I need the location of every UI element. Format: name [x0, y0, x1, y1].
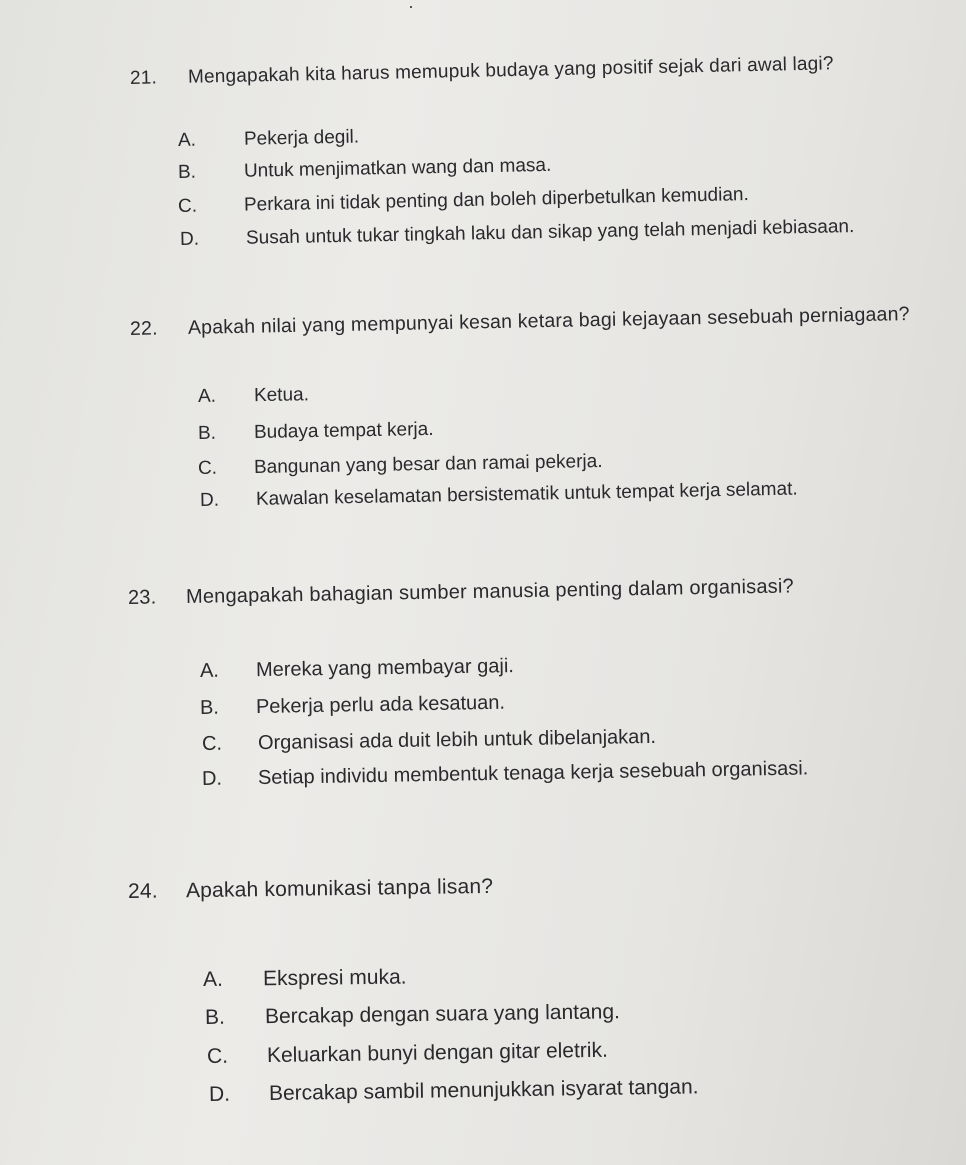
option-letter: B.: [177, 161, 197, 183]
option-letter: A.: [177, 129, 197, 151]
option-letter: A.: [199, 659, 220, 682]
option-text: Untuk menjimatkan wang dan masa.: [243, 154, 552, 182]
question-number: 23.: [127, 586, 157, 609]
option-text: Bercakap sambil menunjukkan isyarat tangan.: [268, 1075, 699, 1106]
option-text: Kawalan keselamatan bersistematik untuk tempat kerja selamat.: [255, 478, 798, 510]
option-text: Mereka yang membayar gaji.: [255, 655, 515, 682]
question-21: [130, 53, 834, 90]
question-text: Mengapakah bahagian sumber manusia penting dalam organisasi?: [185, 575, 795, 608]
option-letter: C.: [206, 1044, 229, 1068]
question-number: 24.: [127, 879, 158, 903]
option-text: Perkara ini tidak penting dan boleh diperbetulkan kemudian.: [243, 184, 749, 216]
option-22-a: [198, 384, 309, 408]
option-letter: B.: [199, 696, 220, 719]
option-letter: A.: [202, 967, 223, 991]
question-text: Apakah komunikasi tanpa lisan?: [185, 874, 494, 903]
paper-speck: [410, 6, 412, 8]
option-21-c: [178, 184, 749, 218]
option-24-b: [205, 1000, 620, 1030]
question-text: Mengapakah kita harus memupuk budaya yang positif sejak dari awal lagi?: [187, 53, 834, 88]
option-letter: B.: [204, 1005, 225, 1029]
question-text: Apakah nilai yang mempunyai kesan ketara bagi kejayaan sesebuah perniagaan?: [187, 303, 910, 339]
option-23-d: [202, 757, 809, 791]
question-23: [128, 575, 794, 610]
option-letter: D.: [201, 767, 223, 790]
option-text: Pekerja degil.: [243, 126, 360, 150]
option-21-d: [180, 216, 855, 251]
option-letter: D.: [179, 228, 200, 250]
option-letter: C.: [197, 457, 218, 479]
option-24-c: [207, 1039, 608, 1069]
option-21-b: [178, 155, 552, 184]
option-text: Setiap individu membentuk tenaga kerja sesebuah organisasi.: [257, 757, 809, 790]
option-24-d: [209, 1075, 699, 1107]
option-text: Keluarkan bunyi dengan gitar eletrik.: [266, 1038, 609, 1068]
option-24-a: [203, 966, 407, 992]
option-23-b: [200, 692, 505, 720]
option-23-c: [202, 726, 656, 756]
option-text: Organisasi ada duit lebih untuk dibelanjakan.: [257, 725, 657, 755]
option-text: Susah untuk tukar tingkah laku dan sikap yang telah menjadi kebiasaan.: [245, 216, 855, 249]
option-letter: D.: [208, 1082, 231, 1106]
option-text: Budaya tempat kerja.: [253, 418, 434, 444]
option-text: Ekspresi muka.: [262, 965, 407, 991]
question-number: 22.: [129, 317, 158, 340]
option-22-c: [198, 451, 603, 480]
option-21-a: [178, 127, 360, 152]
option-letter: A.: [197, 385, 217, 407]
option-23-a: [200, 655, 514, 683]
option-text: Pekerja perlu ada kesatuan.: [255, 691, 506, 719]
option-22-b: [198, 419, 434, 445]
question-24: [128, 875, 494, 904]
option-letter: C.: [177, 195, 198, 217]
question-number: 21.: [129, 67, 158, 89]
option-text: Bercakap dengan suara yang lantang.: [264, 1000, 621, 1029]
option-text: Bangunan yang besar dan ramai pekerja.: [253, 450, 603, 479]
option-22-d: [200, 479, 798, 512]
question-22: [130, 303, 910, 341]
option-letter: C.: [201, 732, 223, 755]
option-text: Ketua.: [253, 384, 310, 407]
option-letter: B.: [197, 422, 217, 444]
option-letter: D.: [199, 489, 220, 511]
